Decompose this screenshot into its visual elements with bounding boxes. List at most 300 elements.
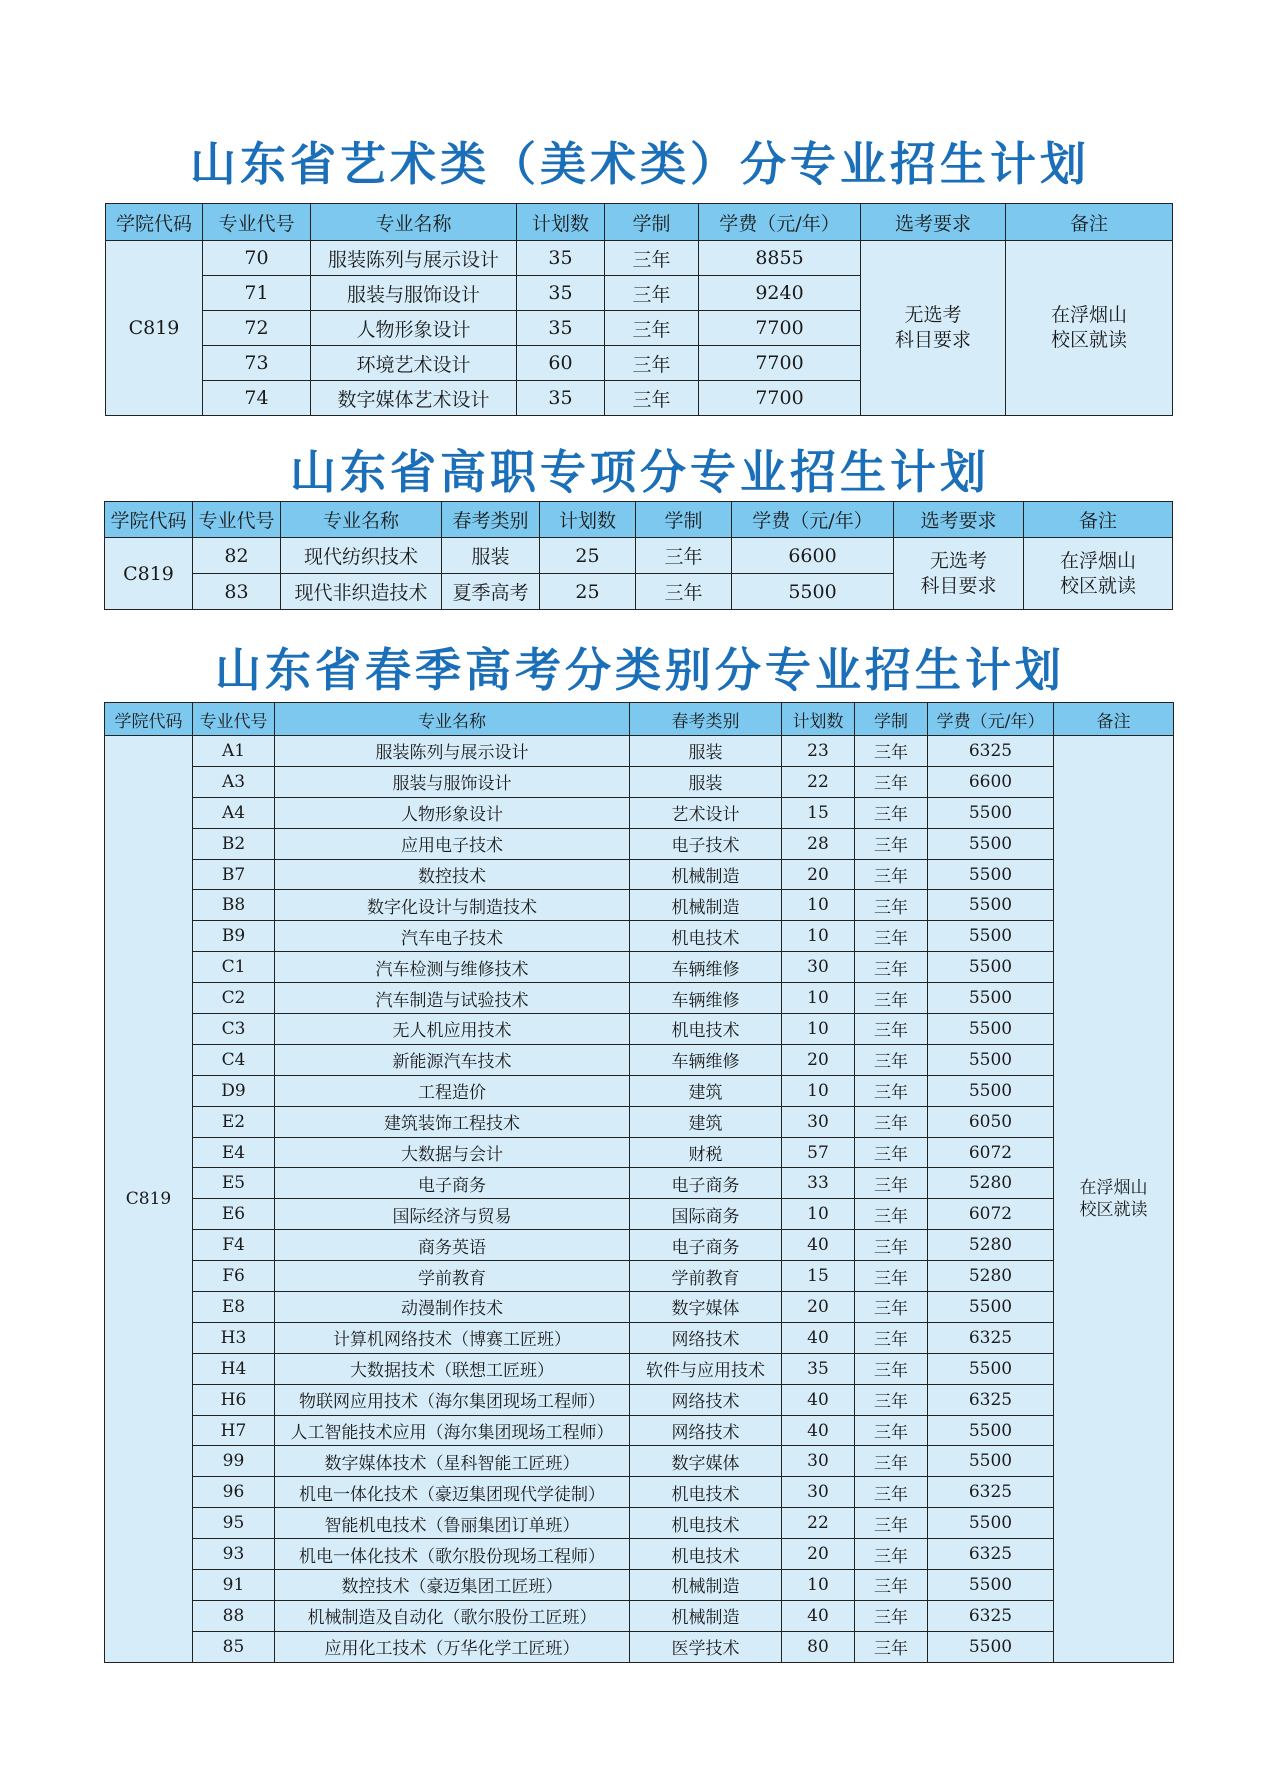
tuition-cell: 5500 bbox=[928, 1292, 1054, 1323]
tuition-cell: 5500 bbox=[928, 1044, 1054, 1075]
requirement-line: 科目要求 bbox=[920, 574, 997, 597]
college-code-cell: C819 bbox=[105, 538, 193, 610]
tuition-cell: 6325 bbox=[928, 1477, 1054, 1508]
table-row bbox=[105, 1261, 1174, 1292]
duration-cell: 三年 bbox=[605, 276, 699, 311]
exam-category-cell: 机械制造 bbox=[630, 1570, 782, 1601]
major-code-cell: 91 bbox=[193, 1570, 275, 1601]
remark-line: 在浮烟山 bbox=[1059, 549, 1136, 572]
major-code-cell: 96 bbox=[193, 1477, 275, 1508]
tuition-cell: 5500 bbox=[928, 1014, 1054, 1045]
duration-cell: 三年 bbox=[855, 983, 928, 1014]
major-code-cell: 93 bbox=[193, 1539, 275, 1570]
tuition-cell: 6325 bbox=[928, 1600, 1054, 1631]
tuition-cell: 6600 bbox=[732, 538, 894, 574]
plan-count-cell: 22 bbox=[782, 766, 855, 797]
tuition-cell: 5500 bbox=[928, 983, 1054, 1014]
duration-cell: 三年 bbox=[855, 1261, 928, 1292]
requirement-line: 无选考 bbox=[904, 304, 962, 327]
table-row bbox=[105, 797, 1174, 828]
column-header: 计划数 bbox=[540, 502, 636, 538]
major-name-cell: 数字媒体技术（星科智能工匠班） bbox=[275, 1446, 630, 1477]
major-code-cell: F6 bbox=[193, 1261, 275, 1292]
tuition-cell: 5280 bbox=[928, 1168, 1054, 1199]
plan-count-cell: 30 bbox=[782, 952, 855, 983]
column-header: 备注 bbox=[1006, 204, 1173, 241]
major-name-cell: 机械制造及自动化（歌尔股份工匠班） bbox=[275, 1600, 630, 1631]
major-name-cell: 国际经济与贸易 bbox=[275, 1199, 630, 1230]
exam-category-cell: 电子商务 bbox=[630, 1168, 782, 1199]
major-name-cell: 工程造价 bbox=[275, 1075, 630, 1106]
major-name-cell: 服装与服饰设计 bbox=[311, 276, 517, 311]
table-row bbox=[106, 241, 1173, 276]
table-row bbox=[105, 1292, 1174, 1323]
exam-category-cell: 网络技术 bbox=[630, 1415, 782, 1446]
major-name-cell: 数控技术（豪迈集团工匠班） bbox=[275, 1570, 630, 1601]
tuition-cell: 5500 bbox=[928, 1446, 1054, 1477]
major-code-cell: H4 bbox=[193, 1353, 275, 1384]
exam-category-cell: 建筑 bbox=[630, 1075, 782, 1106]
plan-count-cell: 30 bbox=[782, 1106, 855, 1137]
plan-count-cell: 57 bbox=[782, 1137, 855, 1168]
vocational-plan-title: 山东省高职专项分专业招生计划 bbox=[290, 445, 990, 499]
table-row bbox=[105, 952, 1174, 983]
tuition-cell: 5500 bbox=[928, 797, 1054, 828]
duration-cell: 三年 bbox=[855, 1508, 928, 1539]
major-name-cell: 物联网应用技术（海尔集团现场工程师） bbox=[275, 1384, 630, 1415]
major-name-cell: 环境艺术设计 bbox=[311, 346, 517, 381]
exam-category-cell: 学前教育 bbox=[630, 1261, 782, 1292]
tuition-cell: 5500 bbox=[928, 828, 1054, 859]
exam-category-cell: 医学技术 bbox=[630, 1631, 782, 1662]
major-code-cell: 88 bbox=[193, 1600, 275, 1631]
plan-count-cell: 30 bbox=[782, 1477, 855, 1508]
exam-category-cell: 夏季高考 bbox=[442, 574, 540, 610]
column-header: 选考要求 bbox=[894, 502, 1024, 538]
duration-cell: 三年 bbox=[605, 381, 699, 416]
major-name-cell: 商务英语 bbox=[275, 1230, 630, 1261]
duration-cell: 三年 bbox=[855, 1292, 928, 1323]
duration-cell: 三年 bbox=[855, 1353, 928, 1384]
exam-category-cell: 车辆维修 bbox=[630, 983, 782, 1014]
major-name-cell: 机电一体化技术（歌尔股份现场工程师） bbox=[275, 1539, 630, 1570]
remark-cell bbox=[1054, 736, 1174, 1663]
duration-cell: 三年 bbox=[855, 1570, 928, 1601]
exam-category-cell: 机电技术 bbox=[630, 1508, 782, 1539]
major-code-cell: C1 bbox=[193, 952, 275, 983]
major-name-cell: 大数据与会计 bbox=[275, 1137, 630, 1168]
tuition-cell: 5500 bbox=[928, 1353, 1054, 1384]
plan-count-cell: 15 bbox=[782, 797, 855, 828]
table-row bbox=[105, 1477, 1174, 1508]
major-name-cell: 人工智能技术应用（海尔集团现场工程师） bbox=[275, 1415, 630, 1446]
major-code-cell: C2 bbox=[193, 983, 275, 1014]
table-row bbox=[105, 1199, 1174, 1230]
duration-cell: 三年 bbox=[855, 859, 928, 890]
plan-count-cell: 10 bbox=[782, 983, 855, 1014]
table-row bbox=[105, 1075, 1174, 1106]
major-code-cell: 72 bbox=[203, 311, 311, 346]
exam-category-cell: 网络技术 bbox=[630, 1384, 782, 1415]
plan-count-cell: 35 bbox=[517, 311, 605, 346]
plan-count-cell: 10 bbox=[782, 921, 855, 952]
plan-count-cell: 33 bbox=[782, 1168, 855, 1199]
table-row bbox=[105, 1322, 1174, 1353]
table-row bbox=[105, 1384, 1174, 1415]
major-code-cell: 85 bbox=[193, 1631, 275, 1662]
major-code-cell: E5 bbox=[193, 1168, 275, 1199]
spring-plan-table bbox=[104, 702, 1174, 1663]
table-row bbox=[105, 1539, 1174, 1570]
exam-category-cell: 服装 bbox=[442, 538, 540, 574]
table-row bbox=[105, 921, 1174, 952]
table-row bbox=[105, 1570, 1174, 1601]
major-name-cell: 动漫制作技术 bbox=[275, 1292, 630, 1323]
table-row bbox=[105, 766, 1174, 797]
duration-cell: 三年 bbox=[855, 1075, 928, 1106]
duration-cell: 三年 bbox=[855, 797, 928, 828]
major-code-cell: H3 bbox=[193, 1322, 275, 1353]
column-header: 备注 bbox=[1024, 502, 1173, 538]
major-name-cell: 人物形象设计 bbox=[275, 797, 630, 828]
major-code-cell: H6 bbox=[193, 1384, 275, 1415]
spring-plan-title: 山东省春季高考分类别分专业招生计划 bbox=[215, 643, 1065, 697]
plan-count-cell: 40 bbox=[782, 1384, 855, 1415]
major-name-cell: 人物形象设计 bbox=[311, 311, 517, 346]
table-header-row bbox=[105, 703, 1174, 736]
tuition-cell: 6325 bbox=[928, 1384, 1054, 1415]
major-code-cell: E2 bbox=[193, 1106, 275, 1137]
column-header: 计划数 bbox=[517, 204, 605, 241]
tuition-cell: 5500 bbox=[928, 921, 1054, 952]
remark-line: 校区就读 bbox=[1050, 329, 1127, 351]
remark-line: 校区就读 bbox=[1079, 1199, 1148, 1220]
exam-category-cell: 车辆维修 bbox=[630, 1044, 782, 1075]
duration-cell: 三年 bbox=[855, 1137, 928, 1168]
major-code-cell: B7 bbox=[193, 859, 275, 890]
duration-cell: 三年 bbox=[855, 1106, 928, 1137]
duration-cell: 三年 bbox=[855, 736, 928, 767]
major-name-cell: 智能机电技术（鲁丽集团订单班） bbox=[275, 1508, 630, 1539]
exam-category-cell: 软件与应用技术 bbox=[630, 1353, 782, 1384]
remark-line: 在浮烟山 bbox=[1050, 304, 1127, 327]
plan-count-cell: 20 bbox=[782, 859, 855, 890]
table-row bbox=[105, 1014, 1174, 1045]
requirement-line: 无选考 bbox=[929, 549, 987, 572]
table-row bbox=[105, 1230, 1174, 1261]
major-name-cell: 建筑装饰工程技术 bbox=[275, 1106, 630, 1137]
exam-category-cell: 电子商务 bbox=[630, 1230, 782, 1261]
major-code-cell: B8 bbox=[193, 890, 275, 921]
tuition-cell: 6325 bbox=[928, 1322, 1054, 1353]
table-row bbox=[105, 1446, 1174, 1477]
table-row bbox=[105, 1044, 1174, 1075]
table-row bbox=[105, 1353, 1174, 1384]
exam-category-cell: 数字媒体 bbox=[630, 1446, 782, 1477]
major-code-cell: A1 bbox=[193, 736, 275, 767]
duration-cell: 三年 bbox=[855, 1014, 928, 1045]
column-header: 专业代号 bbox=[203, 204, 311, 241]
tuition-cell: 5280 bbox=[928, 1261, 1054, 1292]
table-row bbox=[105, 1106, 1174, 1137]
table-header-row bbox=[105, 502, 1173, 538]
major-name-cell: 现代纺织技术 bbox=[281, 538, 442, 574]
table-row bbox=[105, 1508, 1174, 1539]
major-code-cell: A3 bbox=[193, 766, 275, 797]
duration-cell: 三年 bbox=[855, 921, 928, 952]
table-header-row bbox=[106, 204, 1173, 241]
exam-category-cell: 建筑 bbox=[630, 1106, 782, 1137]
plan-count-cell: 60 bbox=[517, 346, 605, 381]
duration-cell: 三年 bbox=[605, 346, 699, 381]
duration-cell: 三年 bbox=[855, 1477, 928, 1508]
major-code-cell: 71 bbox=[203, 276, 311, 311]
exam-category-cell: 机电技术 bbox=[630, 1477, 782, 1508]
major-code-cell: 83 bbox=[193, 574, 281, 610]
tuition-cell: 5500 bbox=[928, 952, 1054, 983]
table-row bbox=[105, 983, 1174, 1014]
tuition-cell: 5500 bbox=[928, 1631, 1054, 1662]
tuition-cell: 6600 bbox=[928, 766, 1054, 797]
duration-cell: 三年 bbox=[636, 574, 732, 610]
duration-cell: 三年 bbox=[855, 890, 928, 921]
remark-line: 校区就读 bbox=[1059, 574, 1136, 597]
exam-category-cell: 国际商务 bbox=[630, 1199, 782, 1230]
vocational-plan-table bbox=[104, 501, 1173, 610]
requirement-cell bbox=[861, 241, 1006, 416]
tuition-cell: 5500 bbox=[928, 1508, 1054, 1539]
major-name-cell: 汽车检测与维修技术 bbox=[275, 952, 630, 983]
major-code-cell: A4 bbox=[193, 797, 275, 828]
exam-category-cell: 服装 bbox=[630, 736, 782, 767]
plan-count-cell: 20 bbox=[782, 1539, 855, 1570]
major-name-cell: 汽车电子技术 bbox=[275, 921, 630, 952]
plan-count-cell: 20 bbox=[782, 1292, 855, 1323]
plan-count-cell: 35 bbox=[782, 1353, 855, 1384]
column-header: 学制 bbox=[855, 703, 928, 736]
plan-count-cell: 30 bbox=[782, 1446, 855, 1477]
tuition-cell: 6072 bbox=[928, 1199, 1054, 1230]
table-row bbox=[105, 736, 1174, 767]
column-header: 学费（元/年） bbox=[699, 204, 861, 241]
art-plan-table bbox=[105, 203, 1173, 416]
major-name-cell: 应用电子技术 bbox=[275, 828, 630, 859]
remark-cell bbox=[1024, 538, 1173, 610]
exam-category-cell: 机电技术 bbox=[630, 1539, 782, 1570]
duration-cell: 三年 bbox=[855, 1446, 928, 1477]
tuition-cell: 6072 bbox=[928, 1137, 1054, 1168]
major-code-cell: 73 bbox=[203, 346, 311, 381]
plan-count-cell: 80 bbox=[782, 1631, 855, 1662]
major-code-cell: B2 bbox=[193, 828, 275, 859]
major-name-cell: 服装与服饰设计 bbox=[275, 766, 630, 797]
major-name-cell: 服装陈列与展示设计 bbox=[311, 241, 517, 276]
major-name-cell: 数字化设计与制造技术 bbox=[275, 890, 630, 921]
major-code-cell: 99 bbox=[193, 1446, 275, 1477]
exam-category-cell: 艺术设计 bbox=[630, 797, 782, 828]
tuition-cell: 6325 bbox=[928, 1539, 1054, 1570]
tuition-cell: 5500 bbox=[732, 574, 894, 610]
remark-line: 在浮烟山 bbox=[1079, 1177, 1148, 1198]
major-name-cell: 服装陈列与展示设计 bbox=[275, 736, 630, 767]
column-header: 春考类别 bbox=[630, 703, 782, 736]
major-code-cell: C3 bbox=[193, 1014, 275, 1045]
plan-count-cell: 35 bbox=[517, 276, 605, 311]
plan-count-cell: 25 bbox=[540, 538, 636, 574]
college-code-cell: C819 bbox=[105, 736, 193, 1663]
major-name-cell: 新能源汽车技术 bbox=[275, 1044, 630, 1075]
column-header: 备注 bbox=[1054, 703, 1174, 736]
plan-count-cell: 10 bbox=[782, 890, 855, 921]
exam-category-cell: 电子技术 bbox=[630, 828, 782, 859]
major-code-cell: C4 bbox=[193, 1044, 275, 1075]
table-row bbox=[105, 1415, 1174, 1446]
plan-count-cell: 35 bbox=[517, 381, 605, 416]
column-header: 专业代号 bbox=[193, 502, 281, 538]
exam-category-cell: 机电技术 bbox=[630, 1014, 782, 1045]
requirement-cell bbox=[894, 538, 1024, 610]
tuition-cell: 5280 bbox=[928, 1230, 1054, 1261]
exam-category-cell: 机械制造 bbox=[630, 859, 782, 890]
plan-count-cell: 28 bbox=[782, 828, 855, 859]
tuition-cell: 5500 bbox=[928, 1075, 1054, 1106]
exam-category-cell: 机械制造 bbox=[630, 890, 782, 921]
column-header: 专业名称 bbox=[311, 204, 517, 241]
table-row bbox=[105, 890, 1174, 921]
major-code-cell: E8 bbox=[193, 1292, 275, 1323]
plan-count-cell: 10 bbox=[782, 1199, 855, 1230]
exam-category-cell: 服装 bbox=[630, 766, 782, 797]
exam-category-cell: 财税 bbox=[630, 1137, 782, 1168]
exam-category-cell: 机电技术 bbox=[630, 921, 782, 952]
column-header: 选考要求 bbox=[861, 204, 1006, 241]
tuition-cell: 6325 bbox=[928, 736, 1054, 767]
column-header: 春考类别 bbox=[442, 502, 540, 538]
major-name-cell: 应用化工技术（万华化学工匠班） bbox=[275, 1631, 630, 1662]
major-code-cell: 74 bbox=[203, 381, 311, 416]
major-code-cell: 70 bbox=[203, 241, 311, 276]
college-code-cell: C819 bbox=[106, 241, 203, 416]
tuition-cell: 7700 bbox=[699, 311, 861, 346]
tuition-cell: 8855 bbox=[699, 241, 861, 276]
tuition-cell: 5500 bbox=[928, 890, 1054, 921]
duration-cell: 三年 bbox=[855, 766, 928, 797]
requirement-line: 科目要求 bbox=[894, 329, 971, 351]
tuition-cell: 5500 bbox=[928, 859, 1054, 890]
major-code-cell: E6 bbox=[193, 1199, 275, 1230]
column-header: 学费（元/年） bbox=[928, 703, 1054, 736]
plan-count-cell: 10 bbox=[782, 1570, 855, 1601]
column-header: 学院代码 bbox=[106, 204, 203, 241]
duration-cell: 三年 bbox=[855, 1539, 928, 1570]
column-header: 学费（元/年） bbox=[732, 502, 894, 538]
table-row bbox=[105, 1631, 1174, 1662]
tuition-cell: 7700 bbox=[699, 381, 861, 416]
duration-cell: 三年 bbox=[855, 1631, 928, 1662]
tuition-cell: 6050 bbox=[928, 1106, 1054, 1137]
major-name-cell: 大数据技术（联想工匠班） bbox=[275, 1353, 630, 1384]
column-header: 学院代码 bbox=[105, 502, 193, 538]
tuition-cell: 5500 bbox=[928, 1415, 1054, 1446]
table-row bbox=[105, 538, 1173, 574]
major-code-cell: 82 bbox=[193, 538, 281, 574]
duration-cell: 三年 bbox=[605, 241, 699, 276]
column-header: 计划数 bbox=[782, 703, 855, 736]
duration-cell: 三年 bbox=[855, 1230, 928, 1261]
major-code-cell: D9 bbox=[193, 1075, 275, 1106]
plan-count-cell: 40 bbox=[782, 1230, 855, 1261]
exam-category-cell: 机械制造 bbox=[630, 1600, 782, 1631]
major-code-cell: F4 bbox=[193, 1230, 275, 1261]
major-code-cell: 95 bbox=[193, 1508, 275, 1539]
tuition-cell: 5500 bbox=[928, 1570, 1054, 1601]
plan-count-cell: 15 bbox=[782, 1261, 855, 1292]
table-row bbox=[105, 828, 1174, 859]
duration-cell: 三年 bbox=[855, 1384, 928, 1415]
column-header: 学制 bbox=[605, 204, 699, 241]
major-name-cell: 机电一体化技术（豪迈集团现代学徒制） bbox=[275, 1477, 630, 1508]
exam-category-cell: 车辆维修 bbox=[630, 952, 782, 983]
major-name-cell: 计算机网络技术（博赛工匠班） bbox=[275, 1322, 630, 1353]
art-plan-title: 山东省艺术类（美术类）分专业招生计划 bbox=[190, 137, 1090, 191]
major-code-cell: E4 bbox=[193, 1137, 275, 1168]
duration-cell: 三年 bbox=[636, 538, 732, 574]
column-header: 学院代码 bbox=[105, 703, 193, 736]
duration-cell: 三年 bbox=[855, 1322, 928, 1353]
major-name-cell: 数控技术 bbox=[275, 859, 630, 890]
table-row bbox=[105, 859, 1174, 890]
plan-count-cell: 10 bbox=[782, 1075, 855, 1106]
plan-count-cell: 22 bbox=[782, 1508, 855, 1539]
duration-cell: 三年 bbox=[855, 1199, 928, 1230]
major-name-cell: 无人机应用技术 bbox=[275, 1014, 630, 1045]
major-name-cell: 电子商务 bbox=[275, 1168, 630, 1199]
exam-category-cell: 网络技术 bbox=[630, 1322, 782, 1353]
remark-cell bbox=[1006, 241, 1173, 416]
plan-count-cell: 40 bbox=[782, 1415, 855, 1446]
column-header: 学制 bbox=[636, 502, 732, 538]
tuition-cell: 9240 bbox=[699, 276, 861, 311]
column-header: 专业名称 bbox=[275, 703, 630, 736]
plan-count-cell: 23 bbox=[782, 736, 855, 767]
plan-count-cell: 25 bbox=[540, 574, 636, 610]
duration-cell: 三年 bbox=[605, 311, 699, 346]
duration-cell: 三年 bbox=[855, 1044, 928, 1075]
column-header: 专业名称 bbox=[281, 502, 442, 538]
plan-count-cell: 40 bbox=[782, 1322, 855, 1353]
tuition-cell: 7700 bbox=[699, 346, 861, 381]
major-code-cell: B9 bbox=[193, 921, 275, 952]
major-name-cell: 汽车制造与试验技术 bbox=[275, 983, 630, 1014]
duration-cell: 三年 bbox=[855, 1600, 928, 1631]
duration-cell: 三年 bbox=[855, 1168, 928, 1199]
exam-category-cell: 数字媒体 bbox=[630, 1292, 782, 1323]
major-name-cell: 现代非织造技术 bbox=[281, 574, 442, 610]
plan-count-cell: 40 bbox=[782, 1600, 855, 1631]
table-row bbox=[105, 1137, 1174, 1168]
table-row bbox=[105, 1168, 1174, 1199]
plan-count-cell: 20 bbox=[782, 1044, 855, 1075]
column-header: 专业代号 bbox=[193, 703, 275, 736]
duration-cell: 三年 bbox=[855, 828, 928, 859]
plan-count-cell: 10 bbox=[782, 1014, 855, 1045]
table-row bbox=[105, 1600, 1174, 1631]
major-code-cell: H7 bbox=[193, 1415, 275, 1446]
plan-count-cell: 35 bbox=[517, 241, 605, 276]
duration-cell: 三年 bbox=[855, 952, 928, 983]
duration-cell: 三年 bbox=[855, 1415, 928, 1446]
major-name-cell: 数字媒体艺术设计 bbox=[311, 381, 517, 416]
